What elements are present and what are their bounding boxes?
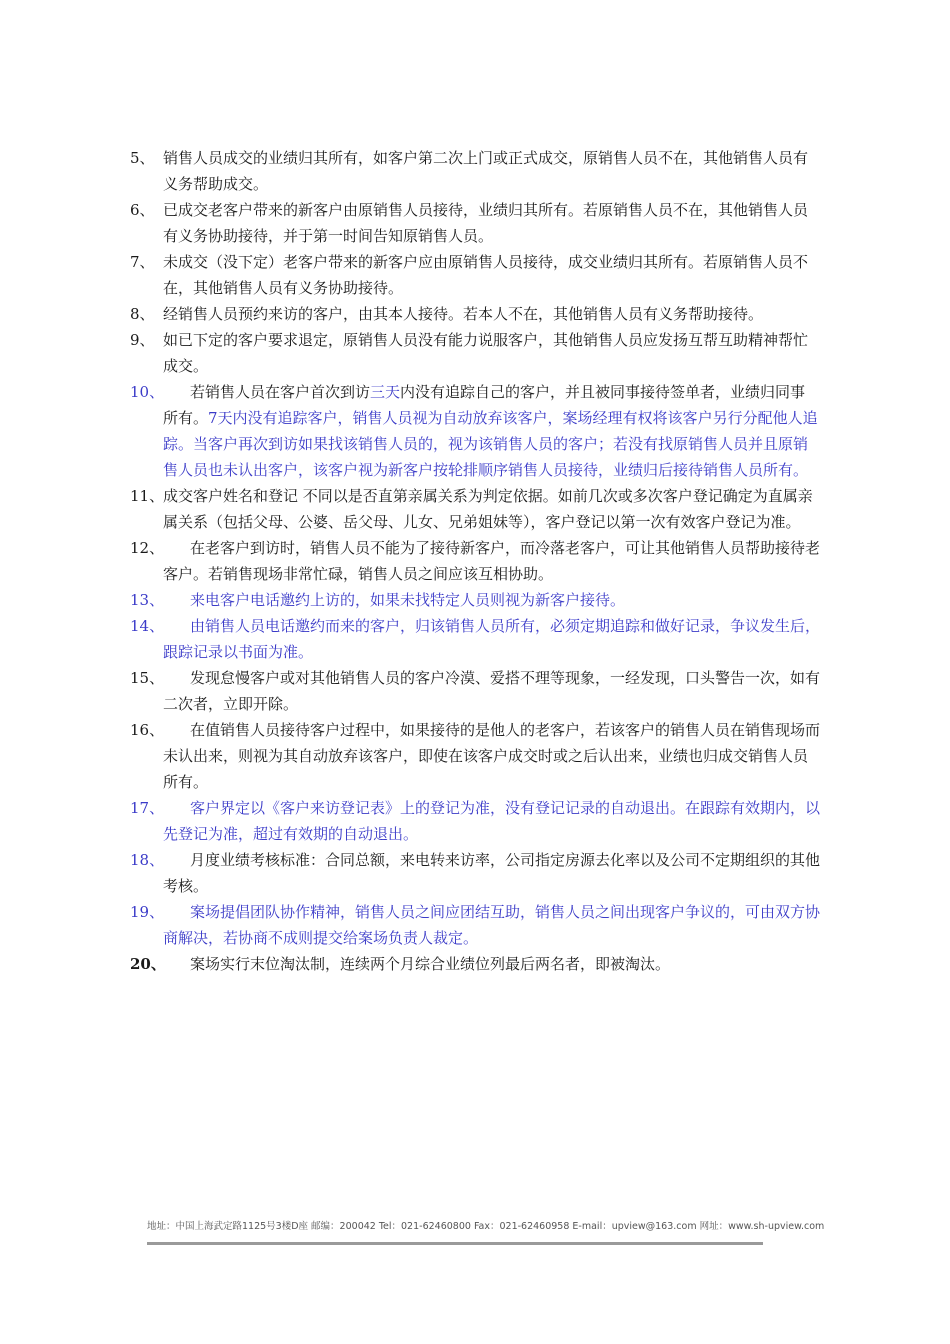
item-number: 17、: [130, 799, 165, 817]
footer-contact: 地址：中国上海武定路1125号3楼D座 邮编：200042 Tel：021-62460800 Fax：021-62460958 E-mail：upview@163.com 网址：www.sh-upview.com: [147, 1221, 825, 1232]
list-item: [130, 379, 820, 483]
item-text: 已成交老客户带来的新客户由原销售人员接待，业绩归其所有。若原销售人员不在，其他销售人员有义务协助接待，并于第一时间告知原销售人员。: [163, 201, 809, 245]
item-number: 15、: [130, 669, 165, 687]
item-text: 在老客户到访时，销售人员不能为了接待新客户，而冷落老客户，可让其他销售人员帮助接待老客户。若销售现场非常忙碌，销售人员之间应该互相协助。: [163, 539, 821, 583]
list-item: [130, 249, 820, 301]
item-number: 7、: [130, 253, 155, 271]
item-number: 11、: [130, 487, 165, 505]
list-item: [130, 301, 820, 327]
item-number: 19、: [130, 903, 165, 921]
item-number: 8、: [130, 305, 155, 323]
list-item: [130, 951, 820, 977]
item-text: 未成交（没下定）老客户带来的新客户应由原销售人员接待，成交业绩归其所有。若原销售人员不在，其他销售人员有义务协助接待。: [163, 253, 809, 297]
item-text: 经销售人员预约来访的客户，由其本人接待。若本人不在，其他销售人员有义务帮助接待。: [163, 305, 764, 323]
item-text-highlight: 三天: [370, 383, 401, 401]
item-number: 10、: [130, 383, 165, 401]
item-number: 5、: [130, 149, 155, 167]
item-text: 月度业绩考核标准：合同总额，来电转来访率，公司指定房源去化率以及公司不定期组织的其他考核。: [163, 851, 821, 895]
item-text-part: 若销售人员在客户首次到访: [190, 383, 371, 401]
item-text-highlight: 7天内没有追踪客户，销售人员视为自动放弃该客户，案场经理有权将该客户另行分配他人追踪。当客户再次到访如果找该销售人员的，视为该销售人员的客户；若没有找原销售人员并且原销售人员也未认出客户，该客户视为新客户按轮排顺序销售人员接待，业绩归后接待销售人员所有。: [163, 409, 818, 479]
item-number: 18、: [130, 851, 165, 869]
rules-list: [130, 145, 820, 977]
item-text: 客户界定以《客户来访登记表》上的登记为准，没有登记记录的自动退出。在跟踪有效期内，以先登记为准，超过有效期的自动退出。: [163, 799, 821, 843]
item-text: 发现怠慢客户或对其他销售人员的客户冷漠、爱搭不理等现象，一经发现，口头警告一次，如有二次者，立即开除。: [163, 669, 821, 713]
item-text: 来电客户电话邀约上访的，如果未找特定人员则视为新客户接待。: [190, 591, 626, 609]
item-text: 在值销售人员接待客户过程中，如果接待的是他人的老客户，若该客户的销售人员在销售现场而未认出来，则视为其自动放弃该客户，即使在该客户成交时或之后认出来，业绩也归成交销售人员所有。: [163, 721, 821, 791]
footer-divider: [147, 1242, 763, 1245]
list-item: [130, 899, 820, 951]
item-number: 14、: [130, 617, 165, 635]
list-item: [130, 847, 820, 899]
item-text: [163, 379, 820, 483]
list-item: [130, 613, 820, 665]
list-item: [130, 327, 820, 379]
list-item: [130, 795, 820, 847]
item-text: 案场实行末位淘汰制，连续两个月综合业绩位列最后两名者，即被淘汰。: [190, 955, 671, 973]
item-text: 成交客户姓名和登记 不同以是否直第亲属关系为判定依据。如前几次或多次客户登记确定为直属亲属关系（包括父母、公婆、岳父母、儿女、兄弟姐妹等），客户登记以第一次有效客户登记为准。: [163, 487, 813, 531]
list-item: [130, 145, 820, 197]
list-item: [130, 587, 820, 613]
item-number: 6、: [130, 201, 155, 219]
item-text: 案场提倡团队协作精神，销售人员之间应团结互助，销售人员之间出现客户争议的，可由双方协商解决，若协商不成则提交给案场负责人裁定。: [163, 903, 821, 947]
item-text: 如已下定的客户要求退定，原销售人员没有能力说服客户，其他销售人员应发扬互帮互助精神帮忙成交。: [163, 331, 809, 375]
list-item: [130, 717, 820, 795]
item-number: 16、: [130, 721, 165, 739]
list-item: [130, 665, 820, 717]
item-number: 12、: [130, 539, 165, 557]
item-text: 销售人员成交的业绩归其所有，如客户第二次上门或正式成交，原销售人员不在，其他销售人员有义务帮助成交。: [163, 149, 809, 193]
item-text: 由销售人员电话邀约而来的客户，归该销售人员所有，必须定期追踪和做好记录，争议发生后，跟踪记录以书面为准。: [163, 617, 821, 661]
item-number: 20、: [130, 955, 166, 973]
item-text-part: 内没有追踪自己的客户，并且被同事接待签单者，业绩归同事所有。: [163, 383, 806, 427]
list-item: [130, 197, 820, 249]
list-item: [130, 535, 820, 587]
item-number: 9、: [130, 331, 155, 349]
item-number: 13、: [130, 591, 165, 609]
list-item: [130, 483, 820, 535]
